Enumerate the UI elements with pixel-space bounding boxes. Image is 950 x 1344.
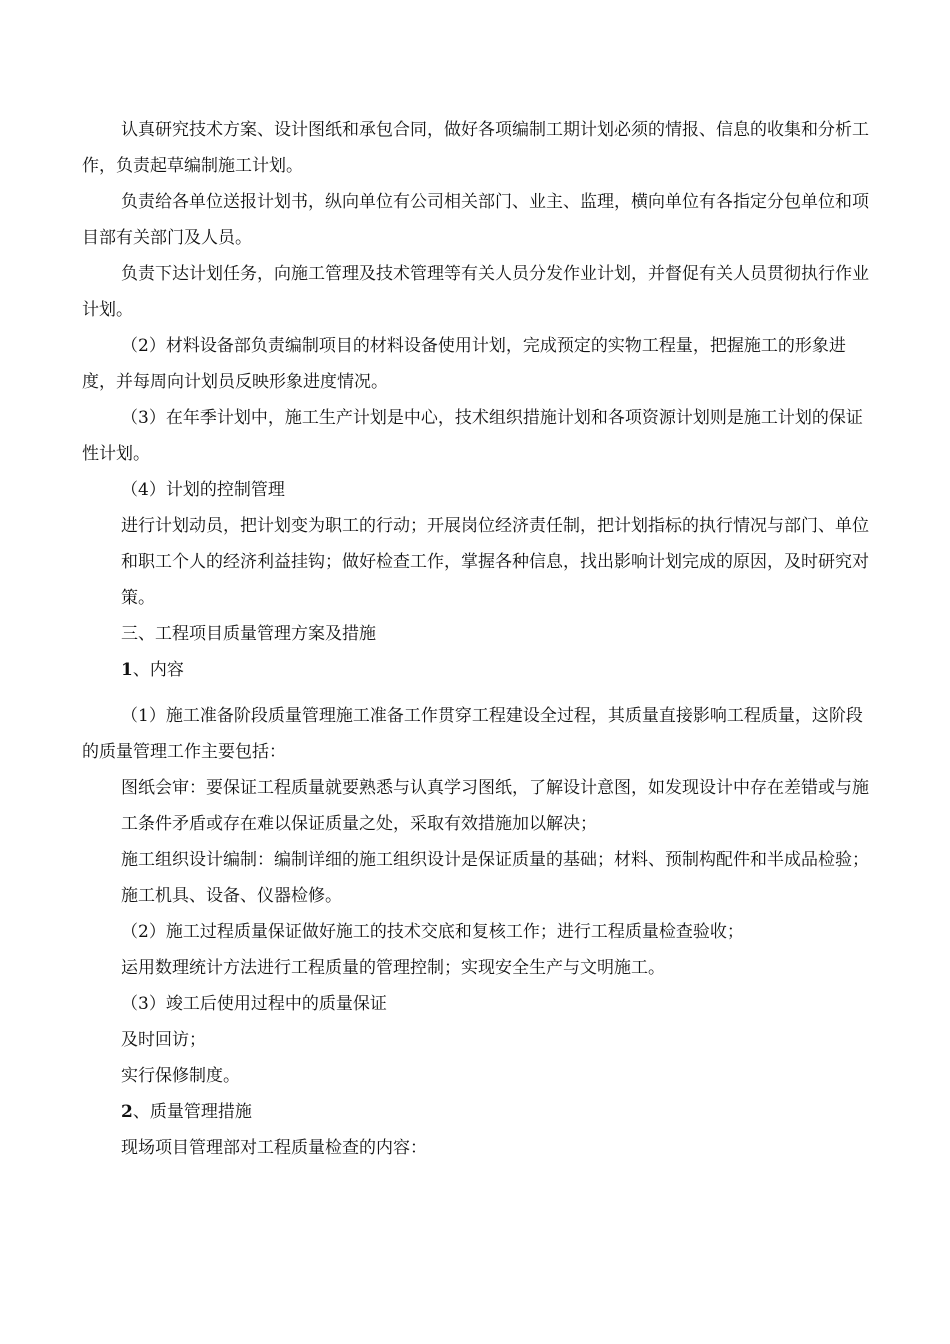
subheading-measures (82, 1094, 872, 1130)
paragraph-annual-plan: （3）在年季计划中，施工生产计划是中心，技术组织措施计划和各项资源计划则是施工计划的保证性计划。 (82, 408, 863, 464)
paragraph-follow-up: 及时回访； (121, 1030, 206, 1050)
paragraph-post-completion: （3）竣工后使用过程中的质量保证 (121, 994, 387, 1014)
paragraph-inspection-content: 现场项目管理部对工程质量检查的内容： (121, 1138, 427, 1158)
paragraph-plan-distribution: 负责给各单位送报计划书，纵向单位有公司相关部门、业主、监理，横向单位有各指定分包单位和项目部有关部门及人员。 (82, 192, 869, 248)
subheading-text: 、内容 (132, 660, 184, 680)
paragraph-drawing-review: 图纸会审：要保证工程质量就要熟悉与认真学习图纸，了解设计意图，如发现设计中存在差错或与施工条件矛盾或存在难以保证质量之处，采取有效措施加以解决； (121, 778, 869, 834)
paragraph-warranty: 实行保修制度。 (121, 1066, 240, 1086)
paragraph-plan-research: 认真研究技术方案、设计图纸和承包合同，做好各项编制工期计划必须的情报、信息的收集和分析工作，负责起草编制施工计划。 (82, 120, 869, 176)
paragraph-process-quality: （2）施工过程质量保证做好施工的技术交底和复核工作；进行工程质量检查验收； (121, 922, 744, 942)
subheading-content (82, 652, 872, 688)
paragraph-materials-plan: （2）材料设备部负责编制项目的材料设备使用计划，完成预定的实物工程量，把握施工的形象进度，并每周向计划员反映形象进度情况。 (82, 336, 846, 392)
paragraph-plan-tasks: 负责下达计划任务，向施工管理及技术管理等有关人员分发作业计划，并督促有关人员贯彻执行作业计划。 (82, 264, 869, 320)
paragraph-statistics-control: 运用数理统计方法进行工程质量的管理控制；实现安全生产与文明施工。 (121, 958, 665, 978)
subheading-number: 1 (121, 660, 133, 680)
section-heading-quality: 三、工程项目质量管理方案及措施 (121, 624, 376, 644)
paragraph-equipment-repair: 施工机具、设备、仪器检修。 (121, 886, 342, 906)
document-body (82, 112, 872, 1166)
paragraph-construction-design: 施工组织设计编制：编制详细的施工组织设计是保证质量的基础；材料、预制构配件和半成品检验； (121, 850, 869, 870)
paragraph-plan-control-heading: （4）计划的控制管理 (121, 480, 285, 500)
subheading-number: 2 (121, 1102, 133, 1122)
paragraph-preparation-stage: （1）施工准备阶段质量管理施工准备工作贯穿工程建设全过程，其质量直接影响工程质量，这阶段的质量管理工作主要包括： (82, 706, 863, 762)
subheading-text: 、质量管理措施 (132, 1102, 252, 1122)
paragraph-plan-control-body: 进行计划动员，把计划变为职工的行动；开展岗位经济责任制，把计划指标的执行情况与部门、单位和职工个人的经济利益挂钩；做好检查工作，掌握各种信息，找出影响计划完成的原因，及时研究对策。 (121, 516, 869, 608)
